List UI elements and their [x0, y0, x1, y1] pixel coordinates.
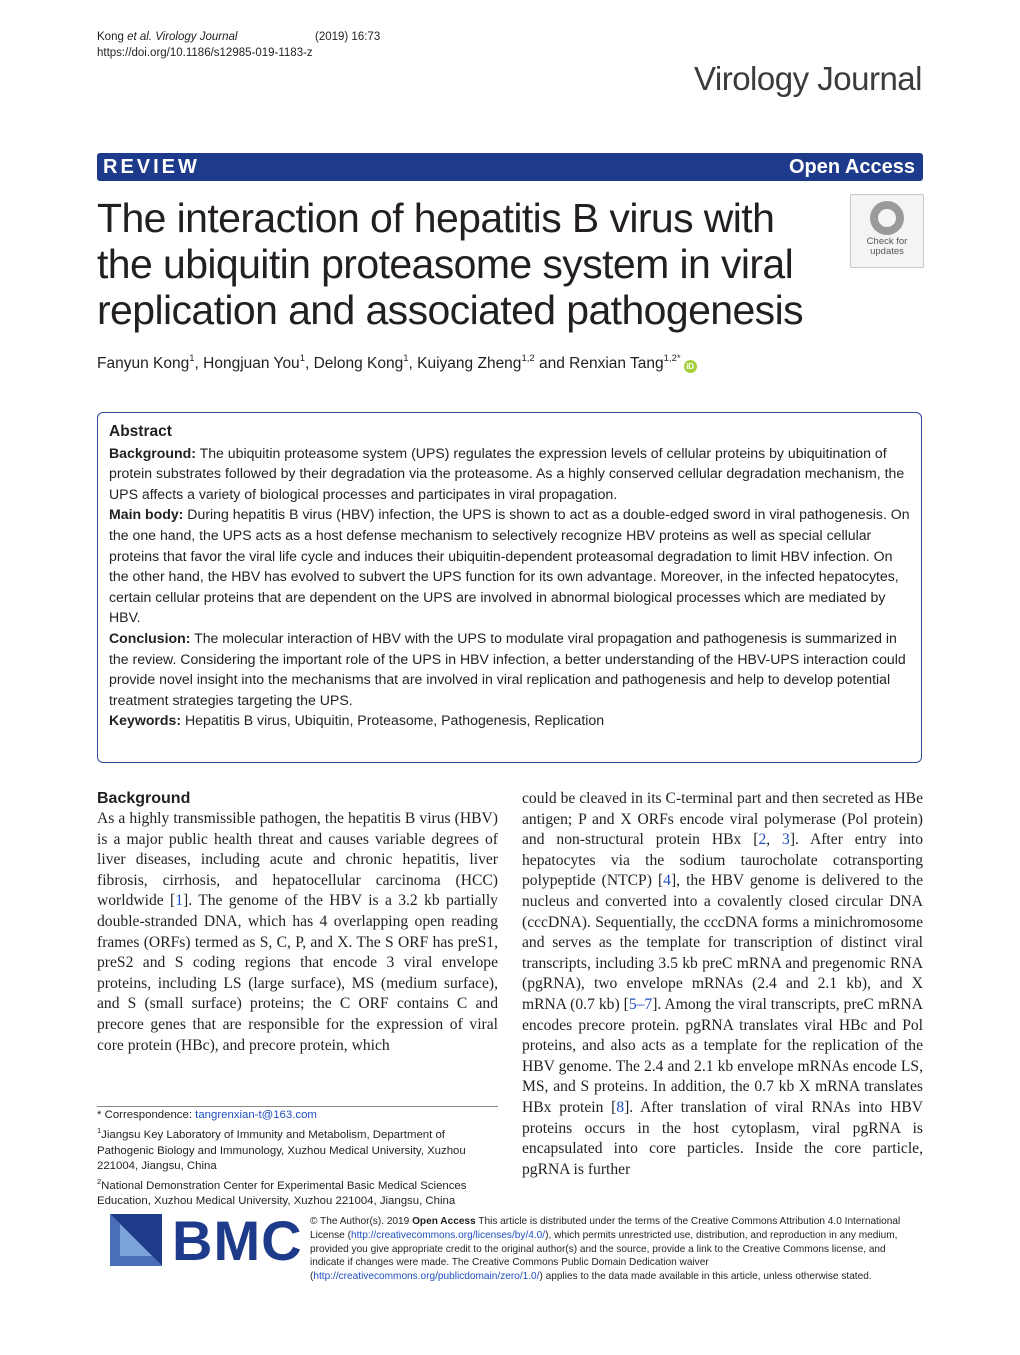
article-title: The interaction of hepatitis B virus with the ubiquitin proteasome system in viral replication and associated pathogenesis	[97, 195, 803, 333]
doi-link[interactable]: https://doi.org/10.1186/s12985-019-1183-z	[97, 47, 313, 59]
body-text: ]. After translation of viral RNAs into HBV proteins occurs in the host cytoplasm, viral pgRNA is encapsulated into core particles. Inside the core particle, pgRNA is further	[522, 1098, 923, 1178]
check-for-updates-button[interactable]	[850, 194, 924, 268]
body-paragraph	[522, 789, 923, 1180]
abstract-keywords-text: Hepatitis B virus, Ubiquitin, Proteasome, Pathogenesis, Replication	[181, 712, 605, 729]
article-type: REVIEW	[103, 156, 200, 178]
author-separator: and	[534, 355, 570, 372]
abstract-heading: Abstract	[109, 423, 172, 440]
crossmark-line1: Check for	[866, 236, 908, 247]
author-affiliation: 1	[299, 353, 305, 364]
citation-line	[97, 29, 381, 45]
correspondence-label: * Correspondence:	[97, 1109, 196, 1121]
citation-authors: Kong	[97, 31, 128, 43]
article-type-banner	[97, 153, 923, 181]
bmc-logo-icon	[110, 1214, 162, 1266]
reference-link[interactable]: 3	[782, 831, 790, 849]
author-name: Fanyun Kong	[97, 355, 190, 372]
author-separator: ,	[194, 355, 204, 372]
author-affiliation: 1	[403, 353, 409, 364]
crossmark-line2: updates	[870, 246, 904, 257]
abstract-background-text: The ubiquitin proteasome system (UPS) regulates the expression levels of cellular proteins by ubiquitination of protein substrates followed by their degradation via the proteasome. As a highly conserved cellular degradation mechanism, the UPS affects a variety of biological processes and participates in viral propagation.	[109, 444, 905, 502]
abstract-background	[109, 443, 911, 505]
license-text: ), which permits unrestricted use, distribution, and reproduction in any medium, provided you give appropriate credit to the original author(s) and the source, provide a link to the Creative Commons license, and indicate if changes were made. The Creative Commons Public Domain Dedication waiver (	[310, 1229, 898, 1283]
author-name: Hongjuan You	[203, 355, 300, 372]
reference-link[interactable]: 5–7	[628, 995, 653, 1013]
author-name: Renxian Tang	[569, 355, 664, 372]
license-open-access: Open Access	[412, 1216, 476, 1227]
author-affiliation: 1	[189, 353, 195, 364]
abstract-conclusion-label: Conclusion:	[109, 629, 191, 646]
crossmark-icon	[870, 201, 904, 235]
orcid-icon[interactable]: iD	[684, 360, 697, 373]
abstract-conclusion	[109, 628, 911, 710]
author-affiliation: 1,2	[521, 353, 535, 364]
affiliation-2	[97, 1174, 498, 1210]
body-paragraph	[97, 809, 498, 1056]
author-name: Kuiyang Zheng	[417, 355, 522, 372]
body-text: ]. After entry into hepatocytes via the sodium taurocholate cotransporting polypeptide (NTCP) [	[522, 831, 923, 890]
body-text: ]. Among the viral transcripts, preC mRNA encodes precore protein. pgRNA translates viral HBc and Pol proteins, and also acts as a template for the replication of the HBV genome. The 2.4 and 2.1 kb envelope mRNAs encode LS, MS, and S proteins. In addition, the 0.7 kb X mRNA translates HBx protein [	[522, 995, 923, 1116]
bmc-logo	[110, 1209, 303, 1272]
affiliation-1	[97, 1123, 498, 1174]
affiliation-text: Jiangsu Key Laboratory of Immunity and Metabolism, Department of Pathogenic Biology and Immunology, Xuzhou Medical University, Xuzhou 221004, Jiangsu, China	[97, 1129, 466, 1172]
abstract-main-body	[109, 504, 911, 628]
body-column-left	[97, 789, 498, 1056]
correspondence	[97, 1108, 498, 1123]
bmc-logo-text: BMC	[172, 1209, 303, 1272]
abstract-conclusion-text: The molecular interaction of HBV with the UPS to modulate viral propagation and pathogenesis is summarized in the review. Considering the important role of the UPS in HBV infection, a better understanding of the HBV-UPS interaction could provide novel insight into the mechanisms that are involved in viral replication and pathogenesis and help to develop potential treatment strategies targeting the UPS.	[109, 629, 906, 708]
abstract-main-label: Main body:	[109, 506, 184, 523]
body-column-right	[522, 789, 923, 1180]
author-list	[97, 353, 697, 373]
author-affiliation: 1,2*	[663, 353, 681, 364]
license-link[interactable]: http://creativecommons.org/licenses/by/4.0/	[350, 1229, 546, 1241]
footnotes	[97, 1108, 498, 1210]
abstract-main-text: During hepatitis B virus (HBV) infection, the UPS is shown to act as a double-edged sword in viral pathogenesis. On the one hand, the UPS acts as a host defense mechanism to selectively recognize HBV proteins as well as special cellular proteins that favor the viral life cycle and induces their ubiquitin-dependent proteasomal degradation to limit HBV infection. On the other hand, the HBV has evolved to subvert the UPS function for its own advantage. Moreover, in the infected hepatocytes, certain cellular proteins that are dependent on the UPS are involved in abnormal biological processes which are mediated by HBV.	[109, 506, 910, 626]
reference-link[interactable]: 1	[175, 892, 184, 910]
author-separator: ,	[408, 355, 418, 372]
affiliation-number: 1	[97, 1126, 102, 1136]
citation-journal: et al. Virology Journal	[127, 31, 238, 43]
reference-link[interactable]: 4	[663, 872, 671, 890]
footnote-divider	[97, 1106, 498, 1107]
public-domain-link[interactable]: http://creativecommons.org/publicdomain/zero/1.0/	[313, 1271, 540, 1283]
affiliation-text: National Demonstration Center for Experimental Basic Medical Sciences Education, Xuzhou Medical University, Xuzhou 221004, Jiangsu, China	[97, 1180, 467, 1208]
abstract-background-label: Background:	[109, 444, 196, 461]
abstract-keywords	[109, 710, 911, 731]
author-separator: ,	[304, 355, 314, 372]
journal-logo: Virology Journal	[693, 60, 922, 97]
author-name: Delong Kong	[313, 355, 404, 372]
body-text: could be cleaved in its C-terminal part and then secreted as HBe antigen; P and X ORFs encode viral polymerase (Pol protein) and non-structural protein HBx [	[522, 790, 923, 849]
license-text: This article is distributed under the terms of the Creative Commons Attribution 4.0 International License (	[310, 1216, 901, 1241]
citation-year: (2019) 16:73	[315, 31, 381, 43]
reference-link[interactable]: 2	[758, 831, 767, 849]
body-text: ]. The genome of the HBV is a 3.2 kb partially double-stranded DNA, which has 4 overlapping open reading frames (ORFs) termed as S, C, P, and X. The S ORF has preS1, preS2 and S coding regions that encode 3 viral envelope proteins, including LS (large surface), MS (medium surface), and S (small surface) proteins; the C ORF contains C and precore genes that are responsible for the expression of viral core protein (HBc), and precore protein, which	[97, 892, 498, 1054]
body-text: ], the HBV genome is delivered to the nucleus and converted into a covalently closed circular DNA (cccDNA). Sequentially, the cccDNA forms a minichromosome and serves as the template for transcription of distinct viral transcripts, including 3.5 kb preC mRNA and pregenomic RNA (pgRNA), two envelope mRNAs (2.4 and 2.1 kb), and X mRNA (0.7 kb) [	[522, 872, 924, 1013]
license-statement	[310, 1215, 922, 1284]
section-heading-background: Background	[97, 790, 191, 807]
affiliation-number: 2	[97, 1177, 102, 1187]
citation-block	[97, 29, 381, 61]
abstract-keywords-label: Keywords:	[109, 712, 182, 729]
license-text: © The Author(s). 2019	[310, 1216, 413, 1227]
reference-link[interactable]: 8	[616, 1098, 625, 1116]
body-text: As a highly transmissible pathogen, the hepatitis B virus (HBV) is a major public health threat and causes variable degrees of liver diseases, including acute and chronic hepatitis, liver fibrosis, cirrhosis, and hepatocellular carcinoma (HCC) worldwide [	[97, 810, 498, 910]
license-text: ) applies to the data made available in this article, unless otherwise stated.	[539, 1271, 872, 1283]
correspondence-email[interactable]: tangrenxian-t@163.com	[195, 1109, 317, 1121]
body-text: ,	[766, 831, 783, 849]
abstract-box	[97, 412, 922, 763]
open-access-label: Open Access	[789, 156, 915, 178]
